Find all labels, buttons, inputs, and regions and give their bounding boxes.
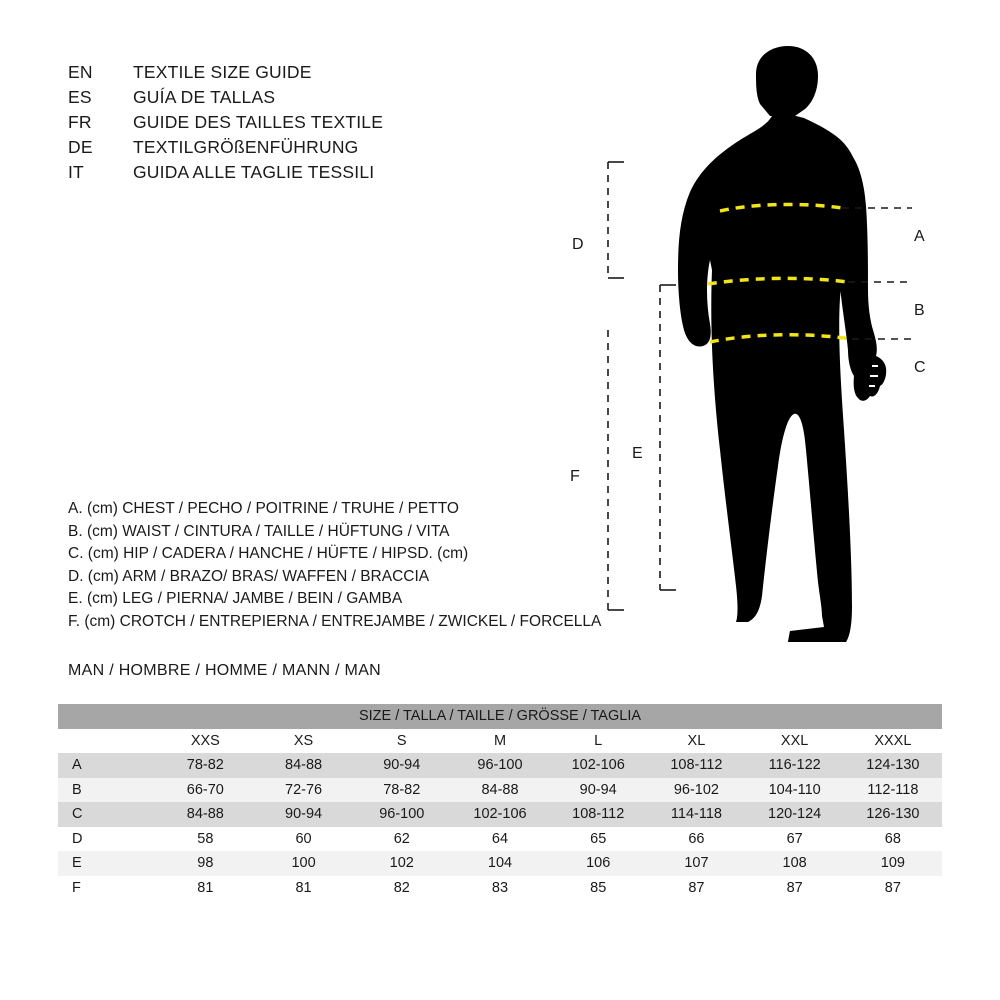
cell-d-xl: 66 — [688, 830, 705, 847]
column-header-xxs: XXS — [156, 729, 254, 754]
cell-f-xxs: 81 — [197, 879, 214, 896]
cell-e-s: 102 — [389, 855, 414, 872]
title-text-es: GUÍA DE TALLAS — [133, 87, 276, 107]
title-row-en — [68, 62, 548, 87]
cell-a-xs: 84-88 — [285, 757, 323, 774]
size-table — [58, 704, 942, 900]
cell-b-s: 78-82 — [383, 781, 421, 798]
cell-b-xs: 72-76 — [285, 781, 323, 798]
cell-c-xxl: 120-124 — [768, 806, 822, 823]
cell-c-xxs: 84-88 — [186, 806, 224, 823]
title-lang-it: IT — [68, 162, 84, 182]
cell-f-xxl: 87 — [786, 879, 803, 896]
cell-e-l: 106 — [586, 855, 611, 872]
cell-f-m: 83 — [491, 879, 509, 896]
cell-d-xxxl: 68 — [884, 830, 901, 847]
cell-d-xs: 60 — [295, 830, 312, 847]
cell-b-xxl: 104-110 — [768, 781, 821, 798]
cell-a-l: 102-106 — [571, 757, 625, 774]
cell-b-l: 90-94 — [579, 781, 617, 798]
size-table-wrap — [58, 704, 942, 900]
title-text-it: GUIDA ALLE TAGLIE TESSILI — [133, 162, 375, 182]
cell-e-m: 104 — [487, 855, 513, 872]
cell-a-s: 90-94 — [383, 757, 421, 774]
legend-item-d: D. (cm) ARM / BRAZO/ BRAS/ WAFFEN / BRACCIA — [68, 567, 430, 585]
row-label-f: F — [72, 879, 81, 896]
title-text-fr: GUIDE DES TAILLES TEXTILE — [133, 112, 384, 132]
callout-label-b: B — [914, 302, 925, 319]
cell-c-xxxl: 126-130 — [866, 806, 920, 823]
title-text-en: TEXTILE SIZE GUIDE — [133, 62, 312, 82]
cell-e-xxxl: 109 — [880, 855, 905, 872]
table-row-e — [58, 851, 942, 876]
row-label-a: A — [72, 757, 82, 774]
bracket-d — [608, 162, 624, 278]
gender-label: MAN / HOMBRE / HOMME / MANN / MAN — [68, 662, 382, 679]
legend-block — [68, 498, 668, 633]
table-row-c — [58, 802, 942, 827]
title-lang-fr: FR — [68, 112, 92, 132]
bracket-label-f: F — [570, 468, 580, 485]
column-header-xl: XL — [647, 729, 745, 754]
cell-e-xxs: 98 — [197, 855, 214, 872]
row-label-d: D — [72, 830, 83, 847]
table-row-d — [58, 827, 942, 852]
row-label-e: E — [72, 855, 82, 872]
cell-d-l: 65 — [590, 830, 607, 847]
cell-d-s: 62 — [393, 830, 410, 847]
cell-a-xxxl: 124-130 — [866, 757, 920, 774]
row-label-b: B — [72, 781, 82, 798]
column-header-xxxl: XXXL — [844, 729, 942, 754]
table-header-label: SIZE / TALLA / TAILLE / GRÖSSE / TAGLIA — [58, 704, 942, 729]
cell-c-s: 96-100 — [379, 806, 425, 823]
legend-item-f: F. (cm) CROTCH / ENTREPIERNA / ENTREJAMBE / ZWICKEL / FORCELLA — [68, 612, 602, 630]
cell-f-xs: 81 — [295, 879, 312, 896]
cell-d-m: 64 — [491, 830, 509, 847]
cell-f-s: 82 — [393, 879, 410, 896]
bracket-label-d: D — [572, 236, 584, 253]
column-header-s: S — [353, 729, 451, 754]
cell-a-xxl: 116-122 — [768, 757, 821, 774]
table-row-b — [58, 778, 942, 803]
table-column-header-row — [58, 729, 942, 754]
title-block — [68, 62, 548, 187]
man-silhouette — [678, 46, 886, 642]
cell-c-xs: 90-94 — [285, 806, 323, 823]
title-row-it — [68, 162, 548, 187]
cell-b-xxxl: 112-118 — [867, 781, 919, 798]
table-header-band — [58, 704, 942, 729]
legend-item-e: E. (cm) LEG / PIERNA/ JAMBE / BEIN / GAMBA — [68, 590, 403, 607]
legend-item-a: A. (cm) CHEST / PECHO / POITRINE / TRUHE / PETTO — [68, 500, 459, 517]
cell-a-m: 96-100 — [477, 757, 523, 774]
title-text-de: TEXTILGRÖßENFÜHRUNG — [133, 137, 359, 157]
column-header-corner — [58, 729, 156, 754]
cell-e-xxl: 108 — [782, 855, 807, 872]
cell-b-xl: 96-102 — [673, 781, 719, 798]
callout-label-c: C — [914, 359, 926, 376]
title-row-de — [68, 137, 548, 162]
cell-a-xl: 108-112 — [670, 757, 723, 774]
callout-label-a: A — [914, 228, 925, 245]
cell-b-m: 84-88 — [481, 781, 519, 798]
title-row-es — [68, 87, 548, 112]
column-header-xxl: XXL — [746, 729, 844, 754]
cell-c-xl: 114-118 — [670, 806, 722, 823]
cell-f-xl: 87 — [688, 879, 705, 896]
cell-c-l: 108-112 — [572, 806, 625, 823]
cell-c-m: 102-106 — [473, 806, 527, 823]
title-row-fr — [68, 112, 548, 137]
table-row-a — [58, 753, 942, 778]
column-header-l: L — [549, 729, 647, 754]
cell-e-xs: 100 — [291, 855, 316, 872]
title-lang-es: ES — [68, 87, 92, 107]
cell-d-xxs: 58 — [197, 830, 214, 847]
cell-e-xl: 107 — [684, 855, 709, 872]
cell-f-l: 85 — [590, 879, 607, 896]
table-row-f — [58, 876, 942, 901]
title-lang-de: DE — [68, 137, 93, 157]
bracket-label-e: E — [632, 445, 643, 462]
cell-b-xxs: 66-70 — [186, 781, 224, 798]
column-header-m: M — [451, 729, 549, 754]
cell-a-xxs: 78-82 — [186, 757, 224, 774]
cell-d-xxl: 67 — [786, 830, 803, 847]
cell-f-xxxl: 87 — [884, 879, 901, 896]
legend-item-b: B. (cm) WAIST / CINTURA / TAILLE / HÜFTUNG / VITA — [68, 522, 450, 540]
row-label-c: C — [72, 806, 83, 823]
column-header-xs: XS — [254, 729, 352, 754]
legend-item-c: C. (cm) HIP / CADERA / HANCHE / HÜFTE / HIPSD. (cm) — [68, 545, 469, 562]
title-lang-en: EN — [68, 62, 93, 82]
